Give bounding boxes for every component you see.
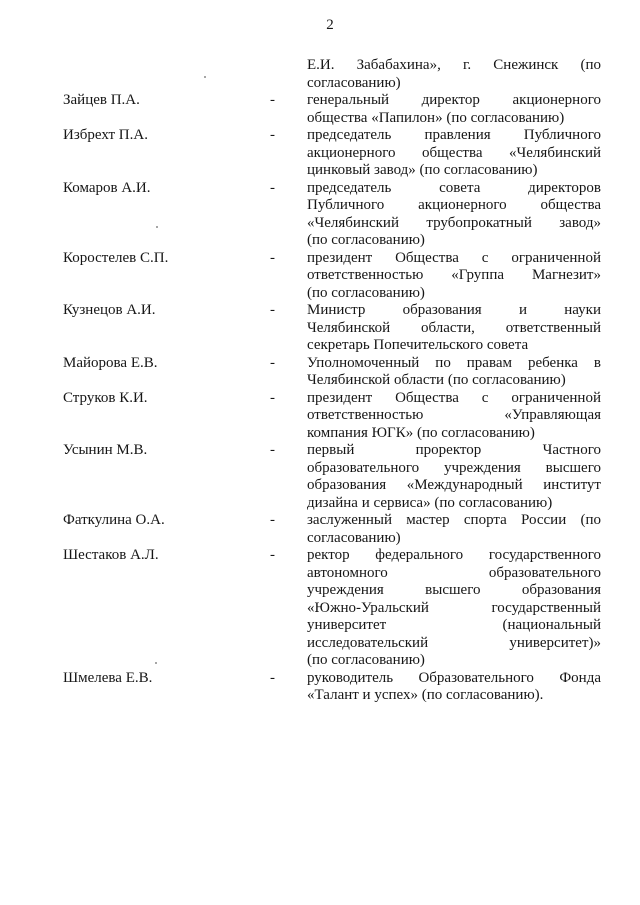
description-line: согласованию) xyxy=(307,529,401,546)
scan-speck xyxy=(204,76,206,78)
entry-row xyxy=(63,670,601,705)
entries-list xyxy=(63,57,601,705)
separator-dash: - xyxy=(270,442,275,458)
description-line: генеральный директор акционерного xyxy=(307,92,601,108)
entry-row xyxy=(63,547,601,670)
separator-dash: - xyxy=(270,92,275,108)
description-line: Челябинской области, ответственный xyxy=(307,319,601,336)
description-line: автономного образовательного xyxy=(307,564,601,581)
member-name: Комаров А.И. xyxy=(63,179,151,196)
separator-dash: - xyxy=(270,547,275,563)
position-description xyxy=(307,250,601,303)
description-line: компания ЮГК» (по согласованию) xyxy=(307,424,535,441)
position-description xyxy=(307,302,601,355)
separator-dash: - xyxy=(270,512,275,528)
entry-row xyxy=(63,442,601,512)
position-description xyxy=(307,180,601,250)
description-line: секретарь Попечительского совета xyxy=(307,337,529,353)
separator-dash: - xyxy=(270,249,275,266)
description-line: (по согласованию) xyxy=(307,232,425,248)
entry-row xyxy=(63,250,601,303)
position-description xyxy=(307,390,601,443)
description-line: дизайна и сервиса» (по согласованию) xyxy=(307,494,553,511)
description-line: президент Общества с ограниченной xyxy=(307,389,601,406)
description-line: ректор федерального государственного xyxy=(307,547,601,563)
description-line: руководитель Образовательного Фонда xyxy=(307,669,601,686)
description-line: образования «Международный институт xyxy=(307,477,601,493)
separator-dash: - xyxy=(270,669,275,686)
scan-speck xyxy=(156,226,158,228)
member-name: Фаткулина О.А. xyxy=(63,512,165,528)
description-line: Публичного акционерного общества xyxy=(307,197,601,213)
position-description xyxy=(307,442,601,512)
description-line: цинковый завод» (по согласованию) xyxy=(307,162,538,178)
member-name: Майорова Е.В. xyxy=(63,354,158,371)
entry-row xyxy=(63,92,601,127)
separator-dash: - xyxy=(270,127,275,143)
entry-row xyxy=(63,57,601,92)
description-line: председатель правления Публичного xyxy=(307,127,601,143)
description-line: «Талант и успех» (по согласованию). xyxy=(307,687,544,703)
member-name: Зайцев П.А. xyxy=(63,92,140,108)
description-line: президент Общества с ограниченной xyxy=(307,249,601,266)
position-description xyxy=(307,355,601,390)
member-name: Усынин М.В. xyxy=(63,442,148,458)
description-line: «Южно-Уральский государственный xyxy=(307,599,601,616)
member-name: Шестаков А.Л. xyxy=(63,547,159,563)
description-line: председатель совета директоров xyxy=(307,179,601,196)
description-line: заслуженный мастер спорта России (по xyxy=(307,512,601,528)
separator-dash: - xyxy=(270,389,275,406)
position-description xyxy=(307,57,601,92)
description-line: университет (национальный xyxy=(307,617,601,633)
description-line: общества «Папилон» (по согласованию) xyxy=(307,109,565,126)
separator-dash: - xyxy=(270,179,275,196)
entry-row xyxy=(63,390,601,443)
description-line: ответственностью «Группа Магнезит» xyxy=(307,267,601,283)
description-line: Челябинской области (по согласованию) xyxy=(307,372,566,388)
separator-dash: - xyxy=(270,354,275,371)
member-name: Струков К.И. xyxy=(63,389,148,406)
entry-row xyxy=(63,355,601,390)
description-line: (по согласованию) xyxy=(307,284,425,301)
member-name: Шмелева Е.В. xyxy=(63,669,153,686)
position-description xyxy=(307,512,601,547)
description-line: согласованию) xyxy=(307,74,401,91)
page-number: 2 xyxy=(326,17,334,33)
description-line: акционерного общества «Челябинский xyxy=(307,144,601,161)
description-line: (по согласованию) xyxy=(307,652,425,668)
description-line: Е.И. Забабахина», г. Снежинск (по xyxy=(307,57,601,73)
entry-row xyxy=(63,180,601,250)
description-line: исследовательский университет)» xyxy=(307,634,601,651)
description-line: учреждения высшего образования xyxy=(307,582,601,598)
position-description xyxy=(307,670,601,705)
entry-row xyxy=(63,302,601,355)
description-line: Министр образования и науки xyxy=(307,302,601,318)
position-description xyxy=(307,547,601,670)
entry-row xyxy=(63,512,601,547)
member-name: Избрехт П.А. xyxy=(63,127,148,143)
entry-row xyxy=(63,127,601,180)
description-line: образовательного учреждения высшего xyxy=(307,459,601,476)
member-name: Кузнецов А.И. xyxy=(63,302,156,318)
description-line: Уполномоченный по правам ребенка в xyxy=(307,354,601,371)
position-description xyxy=(307,127,601,180)
description-line: первый проректор Частного xyxy=(307,442,601,458)
scan-speck xyxy=(155,662,157,664)
description-line: ответственностью «Управляющая xyxy=(307,407,601,423)
member-name: Коростелев С.П. xyxy=(63,249,169,266)
description-line: «Челябинский трубопрокатный завод» xyxy=(307,214,601,231)
position-description xyxy=(307,92,601,127)
separator-dash: - xyxy=(270,302,275,318)
